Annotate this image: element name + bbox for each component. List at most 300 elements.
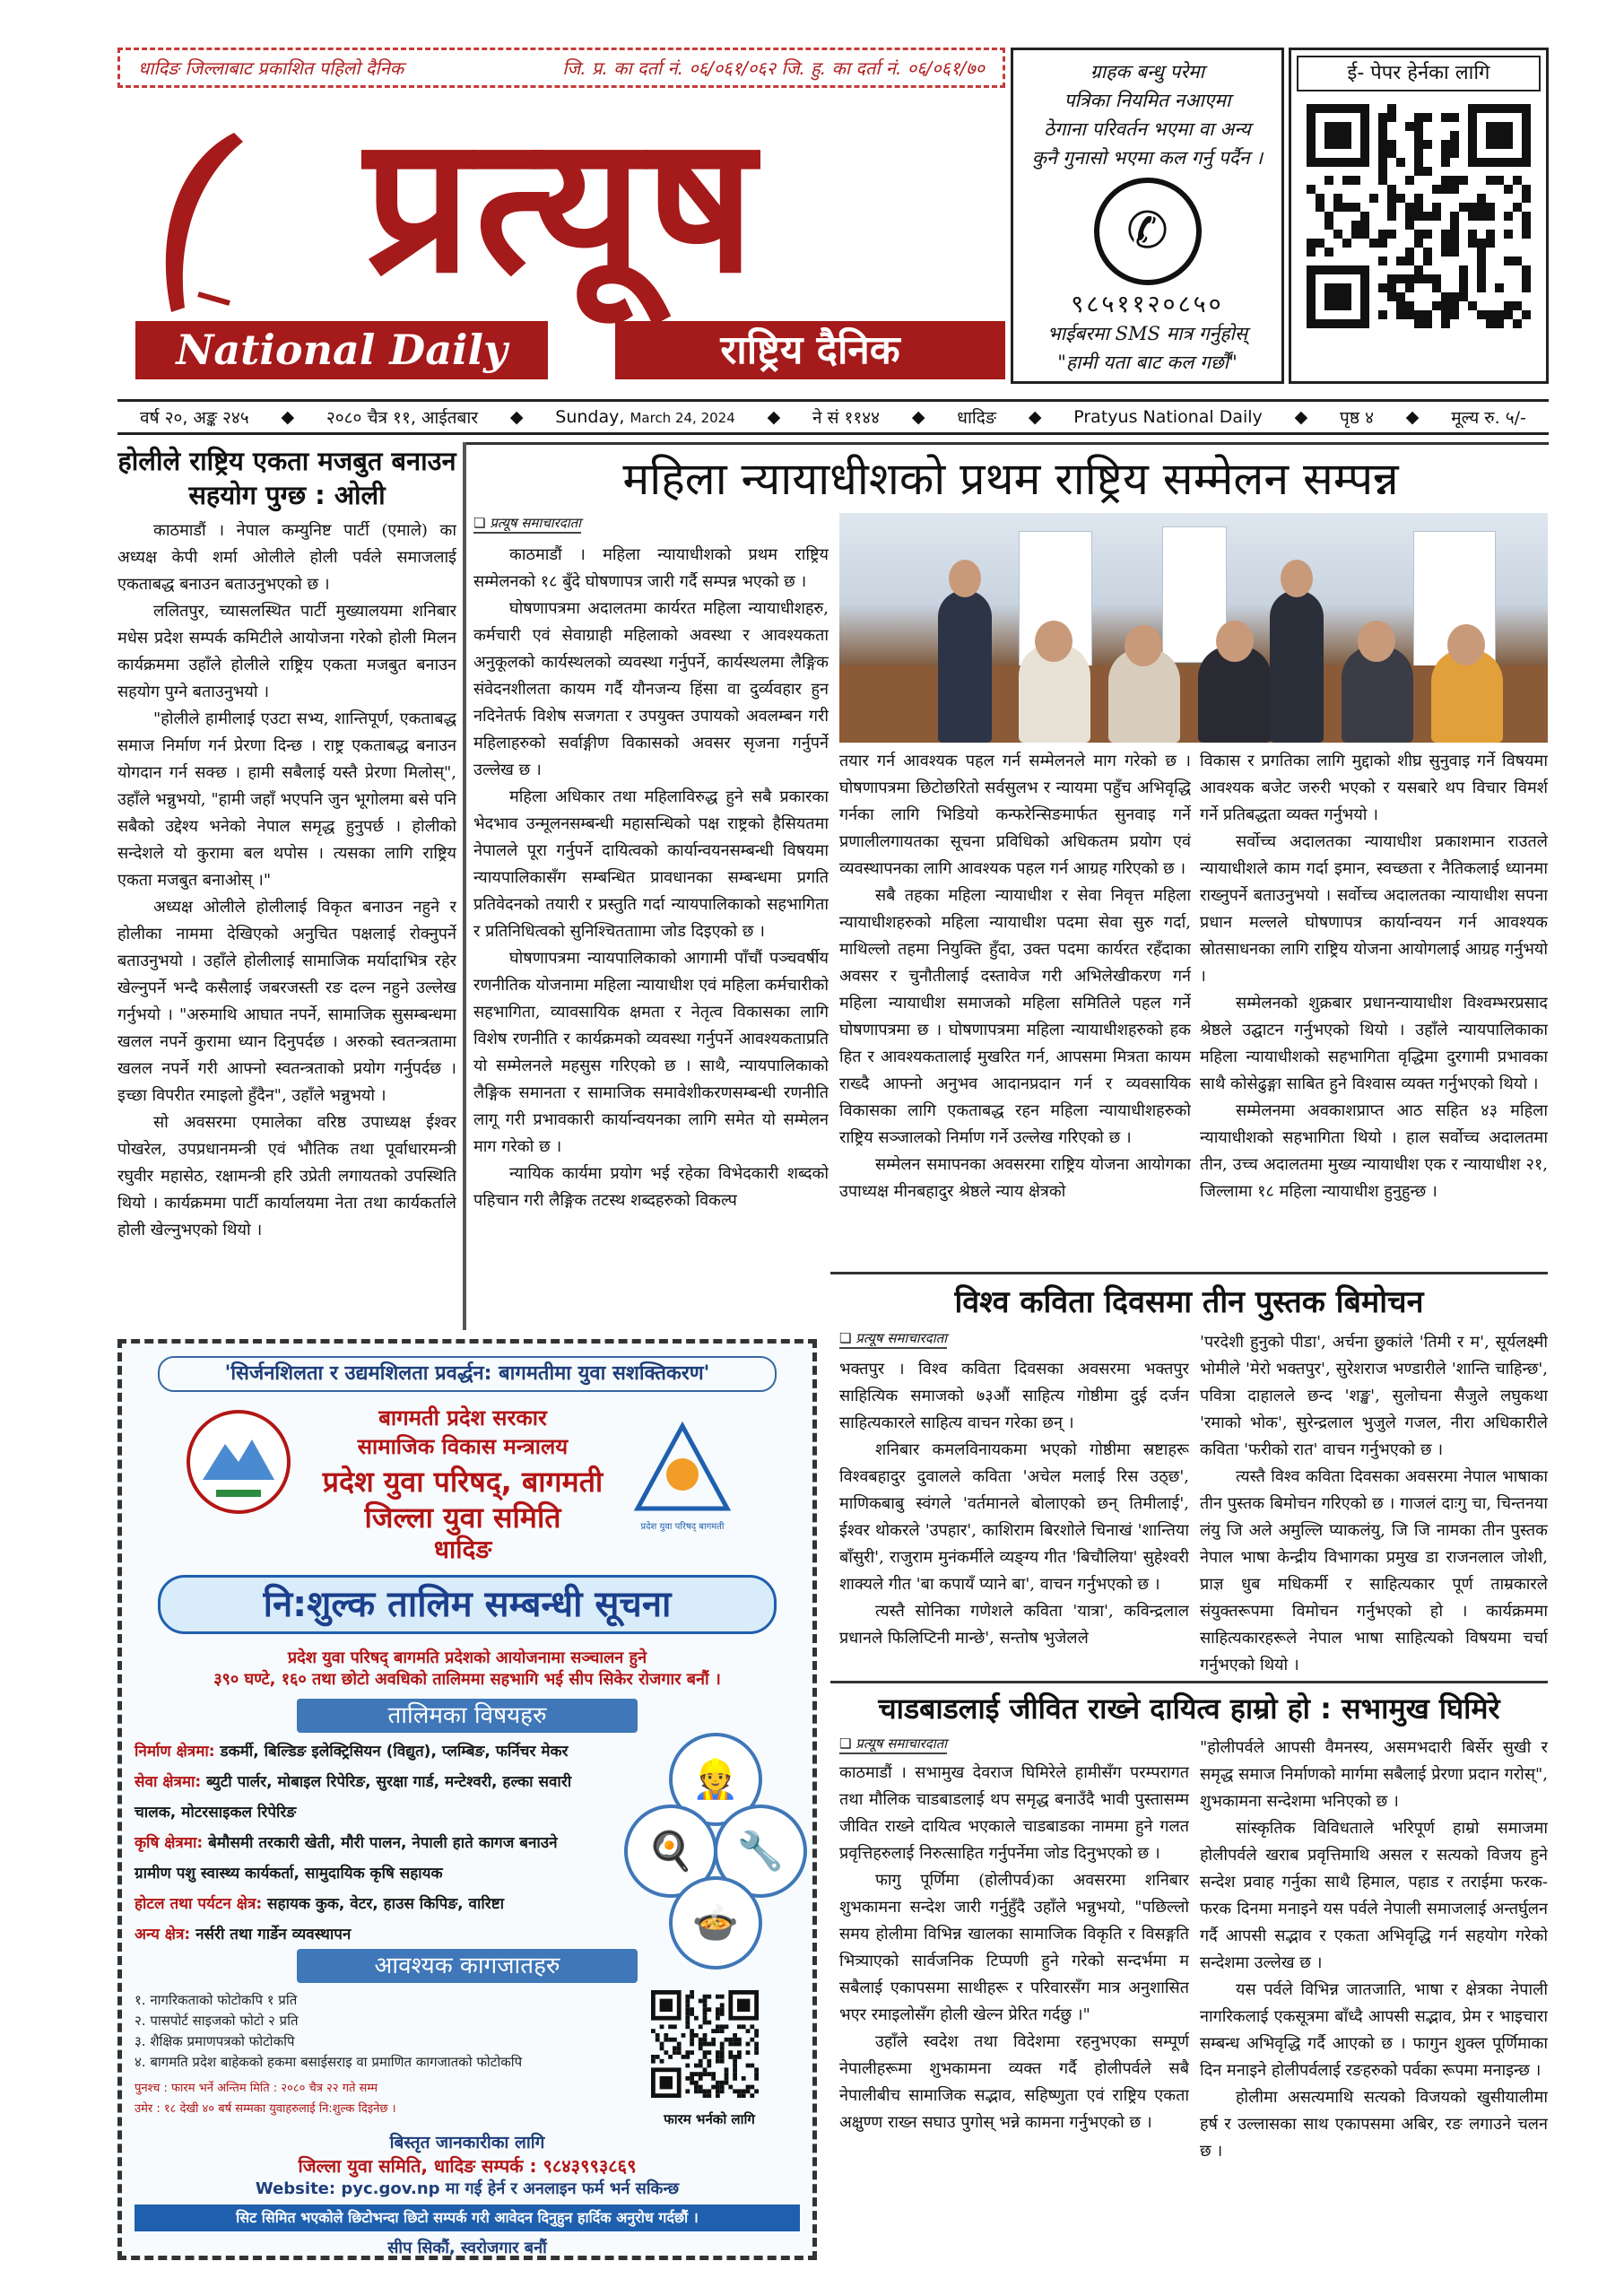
- qr-module: [716, 2050, 720, 2055]
- qr-module: [728, 2085, 733, 2090]
- qr-module: [1522, 221, 1531, 230]
- ad-slogan: 'सिर्जनशिलता र उद्यमशिलता प्रवर्द्धन: बागमतीमा युवा सशक्तिकरण': [158, 1356, 777, 1392]
- article-paragraph: काठमाडौं । महिला न्यायाधीशको प्रथम राष्ट्रिय सम्मेलनको १८ बुँदे घोषणापत्र जारी गर्दै सम्पन्न भएको छ ।: [473, 545, 829, 591]
- qr-module: [1477, 194, 1486, 203]
- qr-module: [699, 2024, 703, 2029]
- issue-page: पृष्ठ ४: [1340, 408, 1374, 428]
- qr-module: [699, 2042, 703, 2047]
- qr-module: [1522, 310, 1531, 319]
- qr-module: [685, 2055, 690, 2059]
- qr-module: [699, 2072, 703, 2076]
- qr-module: [1477, 248, 1486, 257]
- qr-module: [716, 2085, 720, 2090]
- qr-module: [754, 2076, 759, 2081]
- qr-module: [703, 2038, 708, 2042]
- article-paragraph: 'परदेशी हुनुको पीडा', अर्चना छुकांले 'तिमी र म', सूर्यलक्ष्मी भोमीले 'मेरो भक्तपुर', सुरेशराज भण्डारीले 'शान्ति चाहिन्छ', पवित्रा दाहालले छन्द 'शङ्ख', सुलोचना सैजुले लघुकथा 'रमाको भोक', सुरेन्द्रलाल भुजुले गजल, नीरा अधिकारीले कविता 'फरीको रात' वाचन गर्नुभएको छ ।: [1200, 1333, 1548, 1459]
- qr-module: [1441, 140, 1450, 149]
- qr-module: [711, 2038, 716, 2042]
- article-chadbad-col-1: [839, 1760, 1189, 2262]
- qr-module: [690, 1995, 694, 1999]
- qr-module: [685, 1995, 690, 1999]
- qr-module: [716, 2016, 720, 2021]
- qr-module: [707, 2021, 711, 2025]
- notice-line-1: ग्राहक बन्धु परेमा: [1090, 61, 1205, 83]
- qr-module: [1432, 203, 1441, 212]
- issue-date-english: Sunday, March 24, 2024: [555, 407, 735, 427]
- qr-module: [1441, 230, 1450, 239]
- qr-module: [1414, 274, 1423, 283]
- qr-module: [1495, 176, 1504, 185]
- qr-module: [1396, 310, 1405, 319]
- qr-module: [1495, 283, 1504, 292]
- qr-module: [1468, 230, 1477, 239]
- article-paragraph: सम्मेलन समापनका अवसरमा राष्ट्रिय योजना आयोगका उपाध्यक्ष मीनबहादुर श्रेष्ठले न्याय क्षेत्रको: [839, 1155, 1191, 1201]
- qr-module: [737, 2050, 742, 2055]
- qr-module: [1378, 158, 1387, 167]
- qr-module: [707, 2059, 711, 2064]
- qr-module: [1387, 283, 1396, 292]
- qr-module: [1459, 283, 1468, 292]
- ad-deadline: पुनश्च : फारम भर्ने अन्तिम मिति : २०८० चैत्र २२ गते सम्म: [135, 2082, 378, 2095]
- qr-module: [1324, 248, 1333, 257]
- qr-module: [703, 2007, 708, 2012]
- ad-contact: जिल्ला युवा समिति, धादिङ सम्पर्क : ९८४३९९३८६९: [298, 2155, 637, 2177]
- qr-module: [742, 2093, 746, 2098]
- qr-module: [690, 2081, 694, 2085]
- qr-module: [1369, 239, 1378, 248]
- qr-module: [754, 2033, 759, 2038]
- qr-module: [1396, 274, 1405, 283]
- qr-module: [728, 2050, 733, 2055]
- article-paragraph: महिला अधिकार तथा महिलाविरुद्ध हुने सबै प्रकारका भेदभाव उन्मूलनसम्बन्धी महासन्धिको पक्ष राष्ट्रको हैसियतमा नेपालले पूरा गर्नुपर्ने दायित्वको कार्यान्वयनसम्बन्धी विषयमा न्यायपालिकासँग सम्बन्धित प्रावधानका सम्बन्धमा प्रगति प्रतिवेदनको तयारी र प्रस्तुति गर्दा न्यायपालिकाको सहभागिता र प्रतिनिधित्वको सुनिश्चितताामा जोड दिइएको छ ।: [473, 787, 829, 941]
- qr-module: [1423, 140, 1432, 149]
- article-judges-byline: ❏ प्रत्यूष समाचारदाता: [473, 514, 581, 534]
- qr-module: [1378, 113, 1387, 122]
- qr-module: [703, 2089, 708, 2093]
- cook-icon: 🍲: [669, 1876, 762, 1970]
- qr-module: [1369, 194, 1378, 203]
- qr-module: [737, 2089, 742, 2093]
- qr-module: [1450, 248, 1459, 257]
- article-paragraph: उहाँले स्वदेश तथा विदेशमा रहनुभएका सम्पूर्ण नेपालीहरूमा शुभकामना व्यक्त गर्दै होलीपर्वले सबै नेपालीबीच सामाजिक सद्भाव, सहिष्णुता एवं राष्ट्रिय एकता अक्षुण्ण राख्न सघाउ पुगोस् भन्ने कामना गर्नुभएको छ ।: [839, 2032, 1189, 2132]
- qr-module: [711, 2085, 716, 2090]
- qr-module: [733, 2067, 737, 2072]
- qr-module: [711, 2076, 716, 2081]
- ad-doc-item: ३. शैक्षिक प्रमाणपत्रको फोटोकपि: [135, 2033, 295, 2049]
- qr-module: [1316, 203, 1324, 212]
- ad-age: उमेर : १८ देखी ४० बर्ष सम्मका युवाहरुलाई नि:शुल्क दिइनेछ ।: [135, 2102, 396, 2116]
- ad-info: बिस्तृत जानकारीका लागि: [389, 2133, 545, 2152]
- qr-module: [1441, 239, 1450, 248]
- qr-module: [685, 2076, 690, 2081]
- conference-photo: [839, 513, 1548, 743]
- qr-module: [1423, 113, 1432, 122]
- qr-module: [1477, 203, 1486, 212]
- youth-council-logo-text: प्रदेश युवा परिषद् बागमती: [640, 1522, 725, 1532]
- qr-module: [716, 2029, 720, 2033]
- ad-ministry: सामाजिक विकास मन्त्रालय: [357, 1434, 569, 1459]
- masthead-nepali: राष्ट्रिय दैनिक: [615, 321, 1005, 379]
- qr-module: [725, 2072, 729, 2076]
- qr-module: [1504, 212, 1513, 221]
- qr-finder: [1324, 283, 1351, 310]
- qr-module: [728, 2042, 733, 2047]
- ad-topic: कृषि क्षेत्रमा: बेमौसमी तरकारी खेती, मौरी पालन, नेपाली हाते कागज बनाउने ग्रामीण पशु स्वास्थ्य कार्यकर्ता, सामुदायिक कृषि सहायक: [135, 1834, 558, 1883]
- ad-gov: बागमती प्रदेश सरकार: [378, 1405, 547, 1431]
- qr-module: [1441, 310, 1450, 319]
- qr-module: [1387, 149, 1396, 158]
- qr-module: [651, 2029, 656, 2033]
- qr-module: [1405, 221, 1414, 230]
- qr-module: [707, 2093, 711, 2098]
- ad-committee: जिल्ला युवा समिति: [364, 1500, 561, 1535]
- qr-module: [1333, 230, 1342, 239]
- qr-module: [699, 2038, 703, 2042]
- qr-module: [725, 2024, 729, 2029]
- qr-module: [750, 2093, 754, 2098]
- qr-module: [728, 2038, 733, 2042]
- qr-module: [1441, 301, 1450, 310]
- qr-module: [1316, 194, 1324, 203]
- qr-module: [720, 2050, 725, 2055]
- qr-module: [733, 2033, 737, 2038]
- qr-module: [660, 2046, 664, 2050]
- qr-module: [1423, 212, 1432, 221]
- qr-module: [1414, 239, 1423, 248]
- qr-module: [1414, 131, 1423, 140]
- qr-module: [1351, 176, 1360, 185]
- qr-module: [699, 2085, 703, 2090]
- article-paragraph: "होलीपर्वले आपसी वैमनस्य, असमभदारी बिर्सेर सुखी र समृद्ध समाज निर्माणको मार्गमा सबैलाई प्रेरणा प्रदान गरोस्", शुभकामना सन्देशमा भनिएको छ ।: [1200, 1738, 1548, 1811]
- qr-module: [1414, 194, 1423, 203]
- qr-finder: [660, 1999, 673, 2012]
- qr-module: [754, 2072, 759, 2076]
- qr-module: [1378, 230, 1387, 239]
- qr-module: [711, 2042, 716, 2047]
- qr-module: [1504, 257, 1513, 265]
- qr-module: [651, 2059, 656, 2064]
- qr-module: [707, 1995, 711, 1999]
- qr-module: [1378, 131, 1387, 140]
- qr-module: [1405, 122, 1414, 131]
- qr-module: [1477, 257, 1486, 265]
- qr-module: [656, 2055, 660, 2059]
- qr-module: [699, 2089, 703, 2093]
- qr-module: [1324, 176, 1333, 185]
- qr-module: [1423, 230, 1432, 239]
- qr-module: [1477, 239, 1486, 248]
- qr-module: [1441, 185, 1450, 194]
- qr-module: [1486, 230, 1495, 239]
- qr-module: [660, 2059, 664, 2064]
- rule-mid-right: [830, 1272, 1548, 1274]
- qr-module: [1396, 292, 1405, 301]
- epaper-qr-code-icon[interactable]: [1307, 104, 1531, 328]
- qr-module: [703, 1995, 708, 1999]
- article-paragraph: "होलीले हामीलाई एउटा सभ्य, शान्तिपूर्ण, एकताबद्ध समाज निर्माण गर्न प्रेरणा दिन्छ । राष्ट्र एकताबद्ध बनाउन योगदान गर्न सक्छ । हामी सबैलाई यस्तै प्रेरणा मिलोस्", उहाँले भन्नुभयो, "हामी जहाँ भएपनि जुन भूगोलमा बसे पनि सबैको उद्देश्य भनेको नेपाल समृद्ध हुनुपर्छ । होलीको सन्देशले यो कुरामा बल थपोस । त्यसका लागि राष्ट्रिय एकता मजबुत बनाओस् ।": [117, 709, 456, 890]
- qr-module: [1522, 194, 1531, 203]
- qr-module: [716, 2055, 720, 2059]
- qr-module: [1486, 212, 1495, 221]
- article-paragraph: न्यायिक कार्यमा प्रयोग भई रहेका विभेदकारी शब्दको पहिचान गरी लैङ्गिक तटस्थ शब्दहरुको विकल्प: [473, 1164, 829, 1210]
- qr-module: [1450, 212, 1459, 221]
- qr-module: [716, 2089, 720, 2093]
- qr-module: [690, 2012, 694, 2016]
- qr-module: [754, 2046, 759, 2050]
- qr-module: [1378, 257, 1387, 265]
- qr-module: [707, 2089, 711, 2093]
- qr-module: [703, 2050, 708, 2055]
- youth-council-logo-icon: [633, 1419, 732, 1518]
- qr-module: [750, 2085, 754, 2090]
- qr-module: [703, 2055, 708, 2059]
- qr-module: [707, 2042, 711, 2047]
- ad-doc-item: २. पासपोर्ट साइजको फोटो २ प्रति: [135, 2013, 299, 2029]
- qr-module: [694, 2016, 699, 2021]
- qr-module: [1360, 212, 1369, 221]
- qr-module: [737, 2024, 742, 2029]
- qr-module: [1405, 283, 1414, 292]
- qr-module: [664, 2050, 668, 2055]
- qr-module: [746, 2050, 751, 2055]
- qr-module: [1378, 149, 1387, 158]
- qr-module: [1486, 239, 1495, 248]
- qr-module: [1432, 212, 1441, 221]
- qr-module: [1414, 203, 1423, 212]
- qr-module: [682, 2055, 686, 2059]
- qr-module: [1405, 212, 1414, 221]
- qr-module: [1450, 221, 1459, 230]
- qr-module: [673, 2046, 677, 2050]
- article-chadbad-byline: ❏ प्रत्यूष समाचारदाता: [839, 1735, 947, 1754]
- qr-module: [754, 2042, 759, 2047]
- qr-module: [690, 2033, 694, 2038]
- qr-module: [720, 2089, 725, 2093]
- qr-module: [1333, 194, 1342, 203]
- qr-module: [1441, 176, 1450, 185]
- qr-module: [733, 2064, 737, 2068]
- qr-module: [1316, 239, 1324, 248]
- qr-module: [1342, 203, 1351, 212]
- qr-module: [1441, 113, 1450, 122]
- qr-module: [1441, 248, 1450, 257]
- notice-line-3: ठेगाना परिवर्तन भएमा वा अन्य: [1044, 118, 1251, 140]
- qr-module: [711, 2072, 716, 2076]
- qr-module: [1432, 283, 1441, 292]
- column-divider: [463, 442, 466, 1330]
- qr-module: [1450, 113, 1459, 122]
- qr-module: [1414, 310, 1423, 319]
- qr-module: [1477, 283, 1486, 292]
- qr-module: [1396, 301, 1405, 310]
- qr-module: [1459, 292, 1468, 301]
- qr-finder: [660, 2076, 673, 2089]
- qr-module: [703, 2021, 708, 2025]
- qr-module: [1378, 310, 1387, 319]
- qr-module: [685, 1999, 690, 2004]
- qr-module: [668, 2055, 673, 2059]
- qr-module: [1468, 212, 1477, 221]
- notice-line-4: कुनै गुनासो भएमा कल गर्नु पर्दैन ।: [1031, 147, 1264, 169]
- qr-module: [1504, 185, 1513, 194]
- quill-pen-icon: [144, 124, 252, 321]
- qr-module: [1504, 230, 1513, 239]
- qr-module: [1405, 301, 1414, 310]
- qr-module: [1423, 274, 1432, 283]
- rule-lower-right: [830, 1681, 1548, 1683]
- qr-module: [685, 2064, 690, 2068]
- issue-info-bar: वर्ष २०, अङ्क २४५ ◆ २०८० चैत्र ११, आईतबार ◆ Sunday, March 24, 2024 ◆ ने सं ११४४ ◆ धादिङ ◆ Pratyus National Daily ◆ पृष्ठ ४ ◆ मूल्य रु. ५/-: [117, 399, 1549, 435]
- masthead-english: National Daily: [135, 321, 548, 379]
- qr-module: [742, 2089, 746, 2093]
- ad-doc-item: १. नागरिकताको फोटोकपि १ प्रति: [135, 1992, 298, 2008]
- qr-module: [1477, 274, 1486, 283]
- qr-module: [716, 2081, 720, 2085]
- article-paragraph: फागु पूर्णिमा (होलीपर्व)का अवसरमा शनिबार शुभकामना सन्देश जारी गर्नुहुँदै उहाँले भन्नुभयो, "पछिल्लो समय होलीमा विभिन्न खालका सामाजिक विकृति र विसङ्गति भित्र्याएको सार्वजनिक टिप्पणी हुने गरेको सन्दर्भमा म सबैलाई एकापसमा साथीहरू र परिवारसँग मात्र अनुशासित भएर रमाइलोसँग होली खेल्न प्रेरित गर्दछु ।": [839, 1871, 1189, 2024]
- qr-module: [690, 1990, 694, 1995]
- qr-module: [720, 2046, 725, 2050]
- qr-module: [1513, 257, 1522, 265]
- qr-module: [699, 2076, 703, 2081]
- qr-module: [725, 2076, 729, 2081]
- article-paragraph: ललितपुर, च्यासलस्थित पार्टी मुख्यालयमा शनिबार मधेस प्रदेश सम्पर्क कमिटीले आयोजना गरेको होली मिलन कार्यक्रममा उहाँले होलीले राष्ट्रिय एकता मजबुत बनाउन सहयोग पुग्ने बताउनुभयो ।: [117, 602, 456, 701]
- qr-module: [720, 2024, 725, 2029]
- qr-module: [1450, 292, 1459, 301]
- issue-nepal-sambat: ने सं ११४४: [812, 408, 881, 428]
- article-paragraph: सर्वोच्च अदालतका न्यायाधीश प्रकाशमान राउतले न्यायाधीशले काम गर्दा इमान, स्वच्छता र नैतिकलाई ध्यानमा राख्नुपर्ने बताउनुभयो । सर्वोच्च अदालतका न्यायाधीश सपना प्रधान मल्लले घोषणापत्र कार्यान्वयन गर्न आवश्यक स्रोतसाधनका लागि राष्ट्रिय योजना आयोगलाई आग्रह गर्नुभयो ।: [1200, 832, 1548, 986]
- article-paragraph: विकास र प्रगतिका लागि मुद्दाको शीघ्र सुनुवाइ गर्ने विषयमा आवश्यक बजेट जरुरी भएको र यसबारे थप विचार विमर्श गर्ने प्रतिबद्धता व्यक्त गर्नुभयो ।: [1200, 752, 1548, 824]
- construction-worker-icon: 👷: [669, 1733, 762, 1826]
- qr-module: [746, 2042, 751, 2047]
- qr-module: [651, 2055, 656, 2059]
- qr-module: [677, 2046, 682, 2050]
- qr-module: [733, 2042, 737, 2047]
- qr-module: [716, 2059, 720, 2064]
- qr-module: [711, 2029, 716, 2033]
- article-judges-col-2: [839, 748, 1191, 1268]
- article-judges-headline: महिला न्यायाधीशको प्रथम राष्ट्रिय सम्मेलन सम्पन्न: [622, 453, 1399, 505]
- qr-module: [703, 2072, 708, 2076]
- qr-module: [1378, 167, 1387, 176]
- qr-module: [1468, 301, 1477, 310]
- qr-module: [694, 2085, 699, 2090]
- qr-module: [1414, 140, 1423, 149]
- qr-module: [707, 2072, 711, 2076]
- qr-module: [1477, 265, 1486, 274]
- qr-module: [690, 2042, 694, 2047]
- qr-module: [1450, 301, 1459, 310]
- masthead-title: प्रत्यूष: [364, 93, 759, 315]
- qr-module: [1441, 158, 1450, 167]
- qr-module: [1441, 292, 1450, 301]
- qr-module: [694, 2064, 699, 2068]
- article-paragraph: तयार गर्न आवश्यक पहल गर्न सम्मेलनले माग गरेको छ । घोषणापत्रमा छिटोछरितो सर्वसुलभ र न्यायमा पहुँच अभिवृद्धि गर्नका लागि भिडियो कन्फरेन्सिङमार्फत सुनवाइ गर्ने प्रणालीलगायतका सूचना प्रविधिको अधिकतम प्रयोग एवं व्यवस्थापनका लागि आवश्यक पहल गर्न आग्रह गरिएको छ ।: [839, 752, 1191, 878]
- qr-module: [1333, 203, 1342, 212]
- qr-module: [1423, 248, 1432, 257]
- qr-module: [1450, 230, 1459, 239]
- ad-footer: सिट सिमित भएकोले छिटोभन्दा छिटो सम्पर्क गरी आवेदन दिनुहुन हार्दिक अनुरोध गर्दछौं ।: [135, 2205, 800, 2231]
- qr-finder: [1486, 122, 1513, 149]
- qr-module: [750, 2024, 754, 2029]
- qr-module: [656, 2033, 660, 2038]
- article-paragraph: सबै तहका महिला न्यायाधीश र सेवा निवृत्त महिला न्यायाधीशहरुको महिला न्यायाधीश पदमा सेवा सुरु गर्दा, माथिल्लो तहमा नियुक्ति हुँदा, उक्त पदमा कार्यरत रहँदाका अवसर र चुनौतीलाई दस्तावेज गरी अभिलेखीकरण गर्न महिला न्यायाधीश समाजको महिला समितिले पहल गर्ने घोषणापत्रमा छ । घोषणापत्रमा महिला न्यायाधीशहरुको हक हित र आवश्यकतालाई मुखरित गर्न, आपसमा मित्रता कायम राख्दै आफ्नो अनुभव आदानप्रदान गर्न र व्यवसायिक विकासका लागि एकताबद्ध रहन महिला न्यायाधीशहरुको राष्ट्रिय सञ्जालको निर्माण गर्ने उल्लेख गरिएको छ ।: [839, 886, 1191, 1147]
- qr-module: [1387, 230, 1396, 239]
- top-strip: [117, 48, 1005, 88]
- qr-module: [1405, 310, 1414, 319]
- qr-module: [746, 2064, 751, 2068]
- qr-module: [690, 2076, 694, 2081]
- qr-module: [1324, 221, 1333, 230]
- qr-module: [685, 2050, 690, 2055]
- qr-module: [737, 2055, 742, 2059]
- issue-place: धादिङ: [957, 408, 996, 428]
- qr-module: [720, 2012, 725, 2016]
- ad-topic: होटल तथा पर्यटन क्षेत्र: सहायक कुक, वेटर, हाउस किपिङ, वारिष्टा: [135, 1895, 505, 1913]
- article-poetry-col-2: [1200, 1329, 1548, 1674]
- qr-module: [699, 2046, 703, 2050]
- qr-module: [703, 2016, 708, 2021]
- qr-module: [677, 2050, 682, 2055]
- ad-docs-title: आवश्यक कागजातहरु: [297, 1949, 638, 1983]
- ad-council: प्रदेश युवा परिषद्, बागमती: [322, 1465, 604, 1499]
- qr-module: [685, 2024, 690, 2029]
- qr-module: [703, 2033, 708, 2038]
- qr-module: [664, 2033, 668, 2038]
- qr-finder: [737, 1999, 750, 2012]
- qr-module: [694, 2081, 699, 2085]
- qr-module: [707, 2064, 711, 2068]
- qr-module: [737, 2042, 742, 2047]
- qr-module: [720, 2059, 725, 2064]
- ad-doc-item: ४. बागमति प्रदेश बाहेकको हकमा बसाईसराइ वा प्रमाणित कागजातको फोटोकपि: [135, 2054, 523, 2070]
- qr-module: [703, 2067, 708, 2072]
- article-paragraph: सम्मेलनको शुक्रबार प्रधानन्यायाधीश विश्वम्भरप्रसाद श्रेष्ठले उद्घाटन गर्नुभएको थियो । उहाँले न्यायपालिकाका महिला न्यायाधीशको सहभागिता वृद्धिमा दुरगामी प्रभावका साथै कोसेढुङ्गा साबित हुने विश्वास व्यक्त गर्नुभएको थियो ।: [1200, 994, 1548, 1093]
- qr-module: [1450, 140, 1459, 149]
- qr-module: [1414, 265, 1423, 274]
- qr-module: [656, 2038, 660, 2042]
- article-judges-col-1: [473, 542, 829, 1333]
- qr-module: [1414, 212, 1423, 221]
- qr-module: [1450, 185, 1459, 194]
- qr-module: [1387, 140, 1396, 149]
- qr-finder: [1324, 122, 1351, 149]
- qr-module: [1513, 319, 1522, 328]
- qr-module: [725, 2067, 729, 2072]
- qr-module: [1414, 319, 1423, 328]
- qr-module: [1396, 158, 1405, 167]
- qr-module: [754, 2029, 759, 2033]
- qr-module: [1513, 203, 1522, 212]
- form-qr-code-icon[interactable]: [651, 1990, 759, 2098]
- qr-module: [720, 2029, 725, 2033]
- qr-module: [1495, 319, 1504, 328]
- qr-module: [1450, 239, 1459, 248]
- article-paragraph: सो अवसरमा एमालेका वरिष्ठ उपाध्यक्ष ईश्वर पोखरेल, उपप्रधानमन्त्री एवं भौतिक तथा पूर्वाधारमन्त्री रघुवीर महासेठ, रक्षामन्त्री हरि उप्रेती लगायतको उपस्थिति थियो । कार्यक्रममा पार्टी कार्यालयमा नेता तथा कार्यकर्ताले होली खेल्नुभएको थियो ।: [117, 1113, 456, 1239]
- qr-module: [690, 2038, 694, 2042]
- qr-module: [733, 2059, 737, 2064]
- training-advertisement: [117, 1339, 817, 2260]
- qr-module: [1477, 212, 1486, 221]
- qr-module: [694, 2033, 699, 2038]
- qr-module: [668, 2038, 673, 2042]
- subscriber-notice: [1011, 48, 1284, 384]
- qr-module: [707, 2050, 711, 2055]
- qr-module: [1387, 104, 1396, 113]
- qr-module: [742, 2076, 746, 2081]
- qr-module: [1414, 158, 1423, 167]
- article-paragraph: सांस्कृतिक विविधताले भरिपूर्ण हाम्रो समाजमा होलीपर्वले खराब प्रवृत्तिमाथि असल र सत्यको विजय हुने सन्देश प्रवाह गर्नुका साथै हिमाल, पहाड र तराईमा फरक-फरक दिनमा मनाइने यस पर्वले नेपाली समाजलाई अन्तर्घुलन गर्दै आपसी सद्भाव र एकता अभिवृद्धि गर्न सहयोग गरेको सन्देशमा उल्लेख छ ।: [1200, 1819, 1548, 1972]
- qr-module: [1414, 122, 1423, 131]
